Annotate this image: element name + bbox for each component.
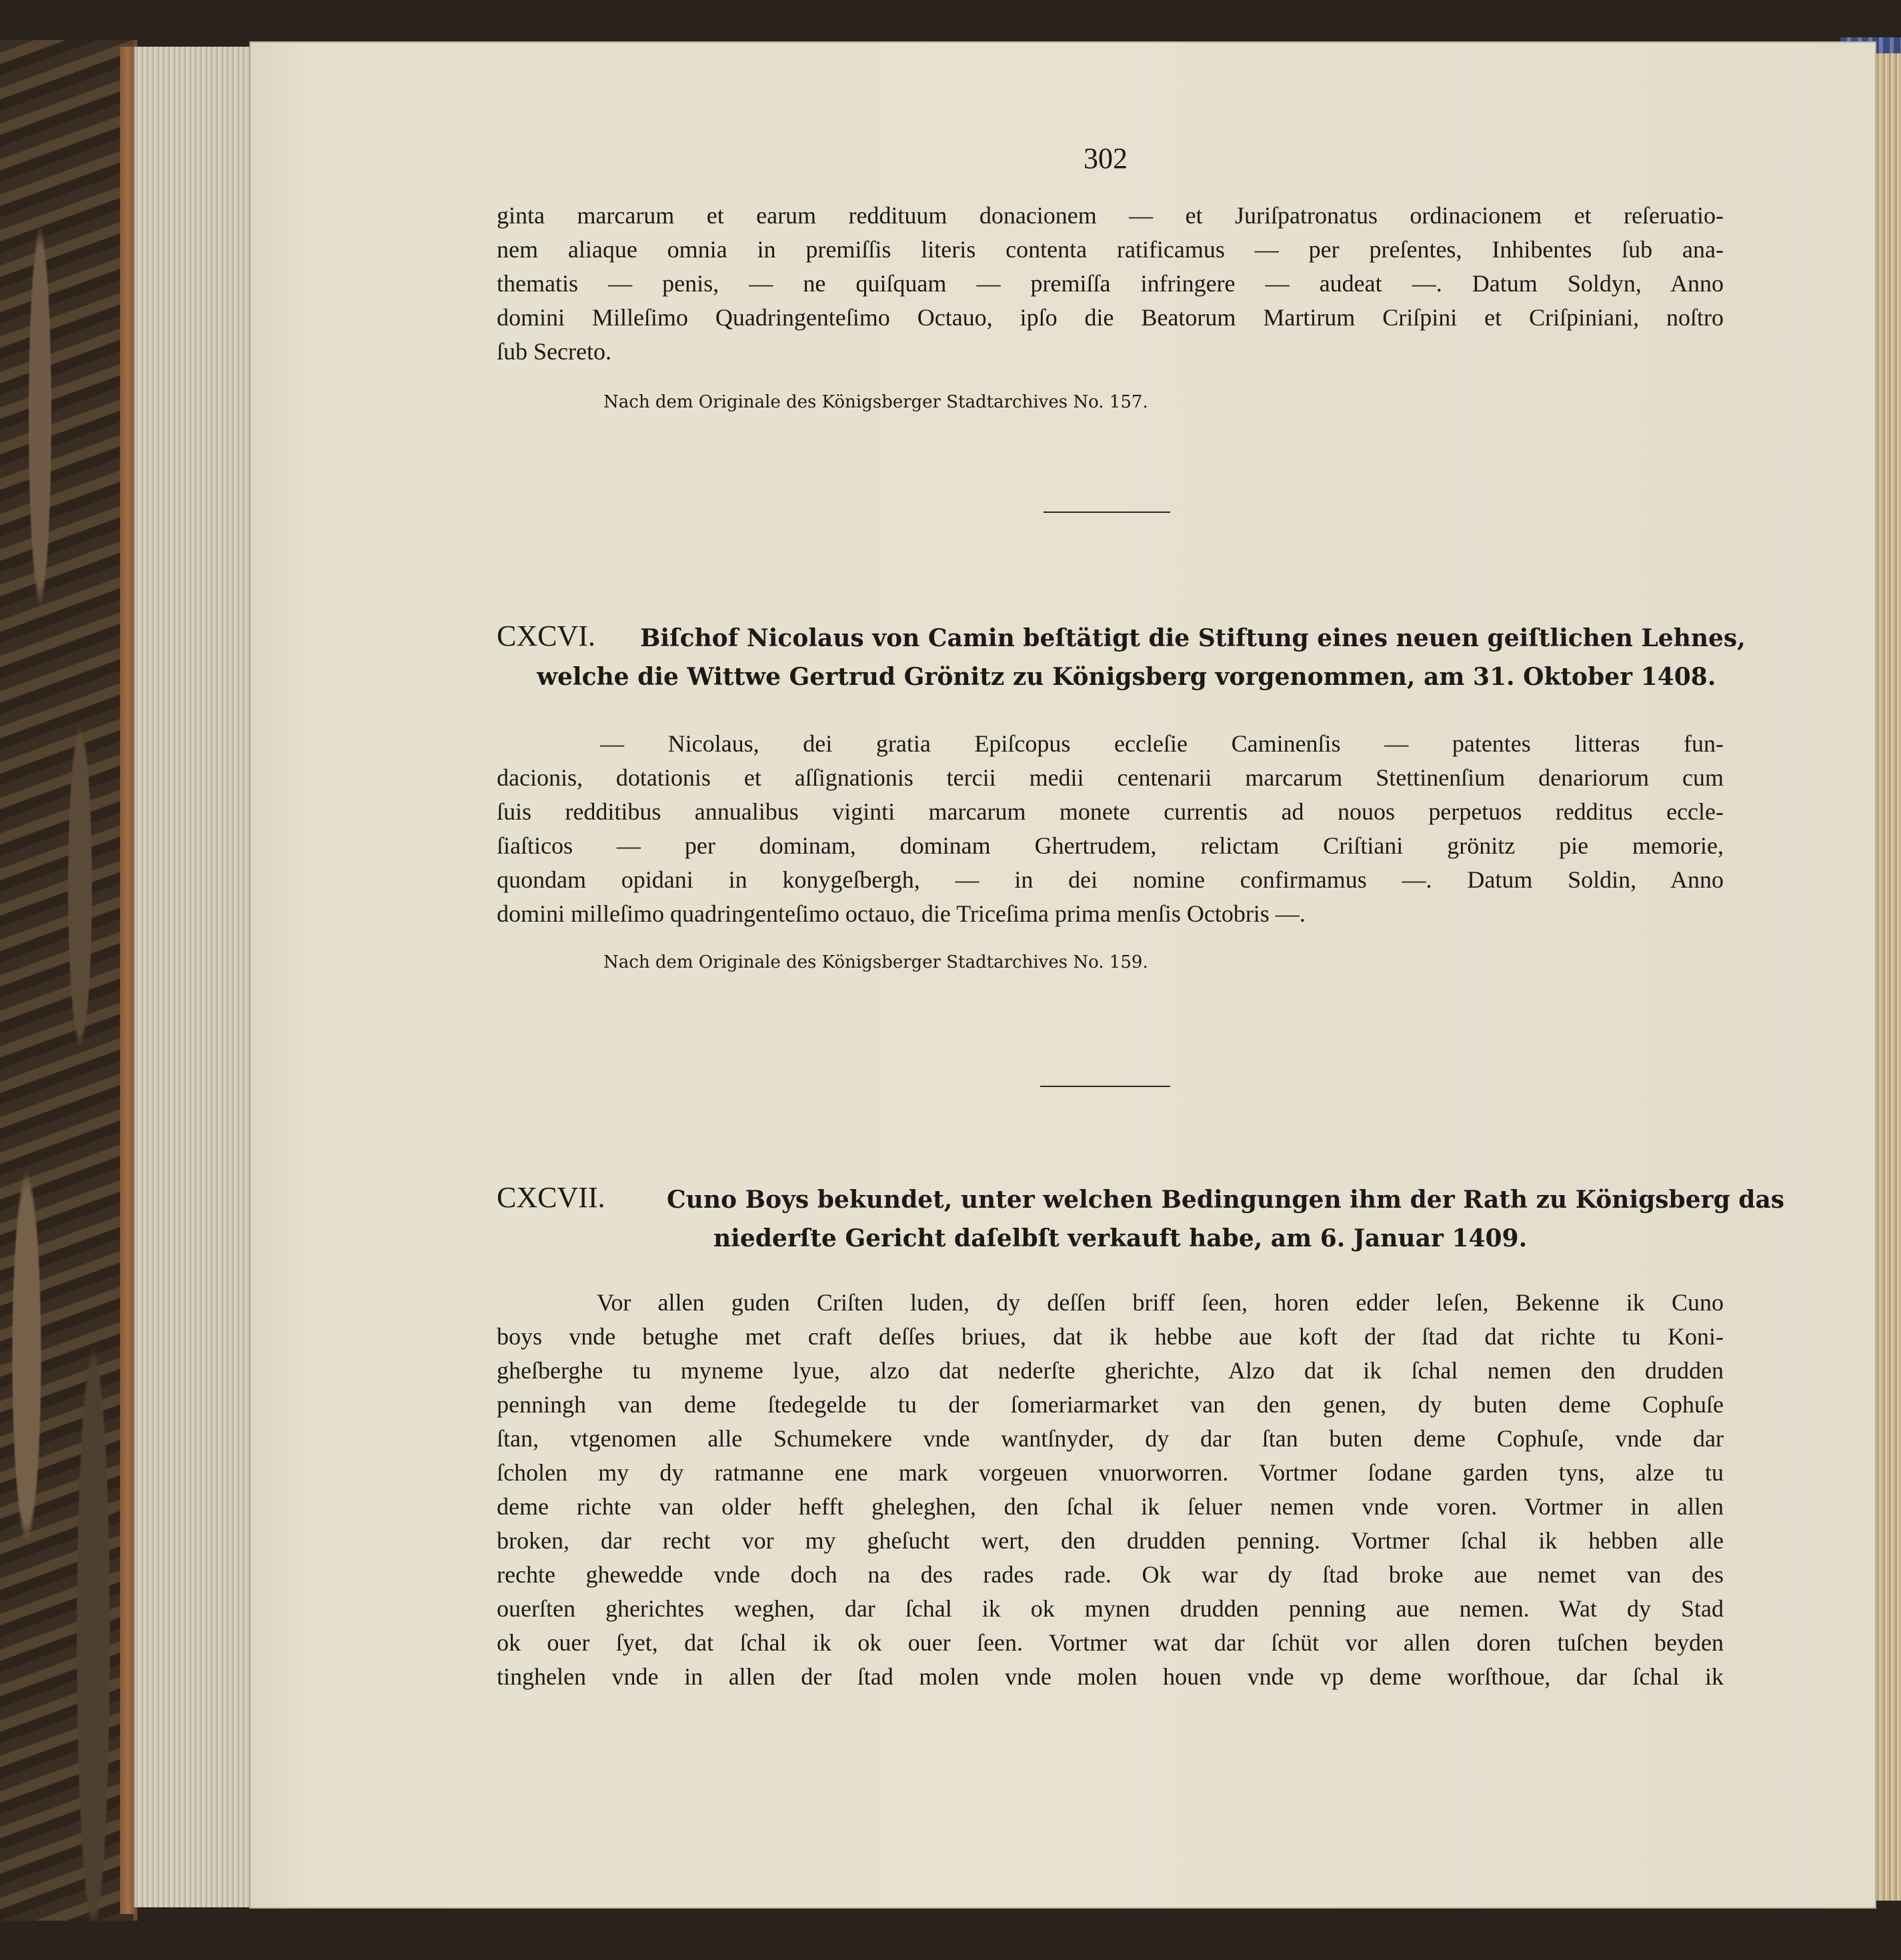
text-line: ouerſten gherichtes weghen, dar ſchal ik ok mynen drudden penning aue nemen. Wat dy Stad — [497, 1595, 1724, 1622]
text-line: ginta marcarum et earum reddituum donacionem — et Juriſpatronatus ordinacionem et reſeruatio- — [497, 202, 1724, 229]
section3-heading — [667, 1180, 1785, 1258]
text-line: penningh van deme ſtedegelde tu der ſomeriarmarket van den genen, dy buten deme Cophuſe — [497, 1391, 1724, 1418]
text-line: tinghelen vnde in allen der ſtad molen vnde molen houen vnde vp deme worſthoue, dar ſchal ik — [497, 1663, 1724, 1690]
text-line: quondam opidani in konygeſbergh, — in dei nomine confirmamus —. Datum Soldin, Anno — [497, 866, 1724, 893]
text-line: domini Milleſimo Quadringenteſimo Octauo, ipſo die Beatorum Martirum Criſpini et Criſpiniani, noſtro — [497, 304, 1724, 331]
heading-line: welche die Wittwe Gertrud Grönitz zu Königsberg vorgenommen, am 31. Oktober 1408. — [537, 663, 1716, 691]
section2-source: Nach dem Originale des Königsberger Stadtarchives No. 159. — [603, 952, 1148, 972]
section2-text — [497, 727, 1724, 931]
book-cover — [0, 40, 137, 1921]
page-edges — [133, 47, 255, 1907]
section2-number: CXCVI. — [497, 620, 595, 652]
text-line: ſuis redditibus annualibus viginti marcarum monete currentis ad nouos perpetuos redditus eccle- — [497, 798, 1724, 825]
section1-source: Nach dem Originale des Königsberger Stadtarchives No. 157. — [603, 392, 1148, 412]
right-page-edges — [1875, 47, 1901, 1901]
page-number: 302 — [1084, 142, 1128, 175]
text-line: ſub Secreto. — [497, 338, 611, 365]
text-line: ſcholen my dy ratmanne ene mark vorgeuen vnuorworren. Vortmer ſodane garden tyns, alze tu — [497, 1459, 1724, 1486]
text-line: broken, dar recht vor my gheſucht wert, den drudden penning. Vortmer ſchal ik hebben alle — [497, 1527, 1724, 1554]
text-line: gheſberghe tu myneme lyue, alzo dat nederſte gherichte, Alzo dat ik ſchal nemen den drudden — [497, 1357, 1724, 1384]
text-line: ſiaſticos — per dominam, dominam Ghertrudem, relictam Criſtiani grönitz pie memorie, — [497, 832, 1724, 859]
text-line: ſtan, vtgenomen alle Schumekere vnde wantſnyder, dy dar ſtan buten deme Cophuſe, vnde dar — [497, 1425, 1724, 1452]
text-line: ok ouer ſyet, dat ſchal ik ok ouer ſeen. Vortmer wat dar ſchüt vor allen doren tuſchen beyden — [497, 1629, 1724, 1656]
text-line: Vor allen guden Criſten luden, dy deſſen briff ſeen, horen edder leſen, Bekenne ik Cuno — [597, 1289, 1724, 1316]
heading-line: niederſte Gericht daſelbſt verkauft habe, am 6. Januar 1409. — [713, 1224, 1528, 1252]
heading-line: Cuno Boys bekundet, unter welchen Bedingungen ihm der Rath zu Königsberg das — [667, 1186, 1785, 1214]
section1-text — [497, 199, 1724, 369]
text-line: dacionis, dotationis et aſſignationis tercii medii centenarii marcarum Stettinenſium denariorum cum — [497, 764, 1724, 791]
section3-text — [497, 1286, 1724, 1694]
section-divider — [1040, 1086, 1170, 1087]
text-line: nem aliaque omnia in premiſſis literis contenta ratificamus — per preſentes, Inhibentes ſub ana- — [497, 236, 1724, 263]
text-line: deme richte van older hefft gheleghen, den ſchal ik ſeluer nemen vnde voren. Vortmer in allen — [497, 1493, 1724, 1520]
text-line: boys vnde betughe met craft deſſes briues, dat ik hebbe aue koft der ſtad dat richte tu Koni- — [497, 1323, 1724, 1350]
text-line: rechte ghewedde vnde doch na des rades rade. Ok war dy ſtad broke aue nemet van des — [497, 1561, 1724, 1588]
heading-line: Biſchof Nicolaus von Camin beſtätigt die Stiftung eines neuen geiſtlichen Lehnes, — [640, 624, 1746, 652]
section3-number: CXCVII. — [497, 1181, 605, 1214]
text-line: — Nicolaus, dei gratia Epiſcopus eccleſie Caminenſis — patentes litteras fun- — [600, 730, 1724, 757]
text-line: domini milleſimo quadringenteſimo octauo, die Triceſima prima menſis Octobris —. — [497, 900, 1306, 927]
section-divider — [1044, 512, 1170, 513]
text-line: thematis — penis, — ne quiſquam — premiſſa infringere — audeat —. Datum Soldyn, Anno — [497, 270, 1724, 297]
